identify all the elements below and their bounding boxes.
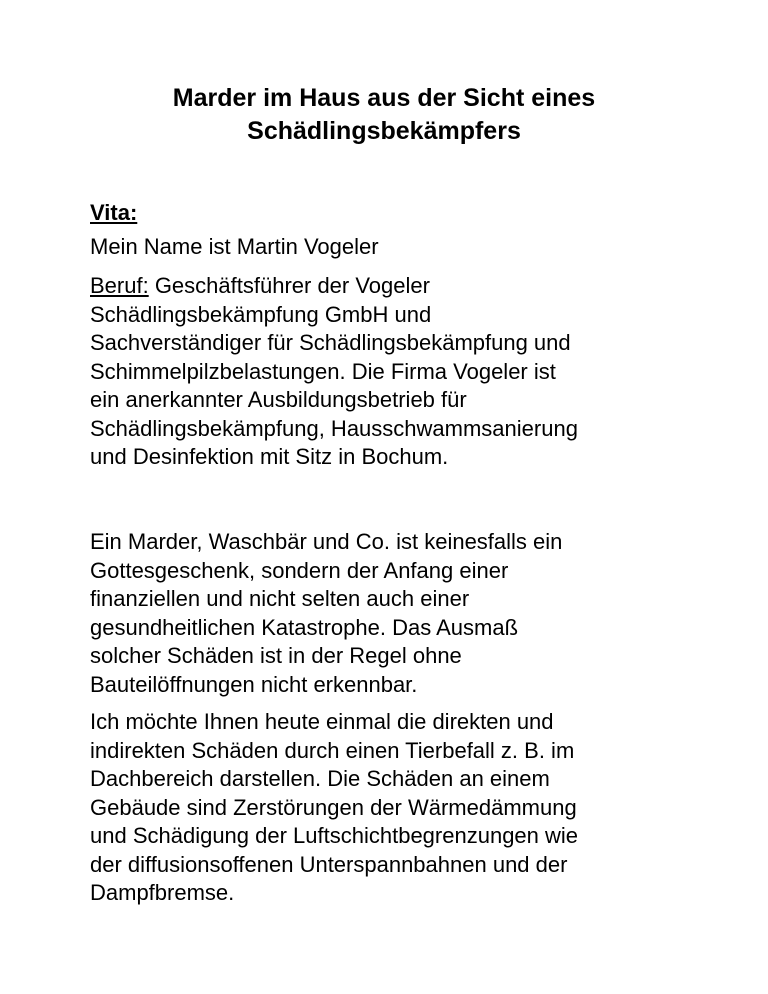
title-line: Schädlingsbekämpfers (247, 117, 521, 145)
paragraph-line: Gottesgeschenk, sondern der Anfang einer (90, 557, 509, 583)
beruf-line: und Desinfektion mit Sitz in Bochum. (90, 444, 449, 469)
paragraph-line: Ich möchte Ihnen heute einmal die direkten und (90, 709, 554, 734)
paragraph-line: Gebäude sind Zerstörungen der Wärmedämmung (90, 794, 577, 820)
paragraph-line: indirekten Schäden durch einen Tierbefall z. B. im (90, 737, 575, 763)
paragraph-line: solcher Schäden ist in der Regel ohne (90, 643, 462, 668)
paragraph-line: finanziellen und nicht selten auch einer (90, 586, 470, 611)
paragraph-line: und Schädigung der Luftschichtbegrenzungen wie (90, 823, 579, 848)
paragraph-line: Ein Marder, Waschbär und Co. ist keinesfalls ein (90, 529, 563, 554)
name-paragraph (90, 233, 690, 262)
paragraph-line: der diffusionsoffenen Unterspannbahnen und der (90, 851, 568, 877)
beruf-label: Beruf: (90, 273, 149, 298)
beruf-line: Sachverständiger für Schädlingsbekämpfung und (90, 330, 571, 355)
beruf-line: Schädlingsbekämpfung GmbH und (90, 301, 432, 327)
name-line: Mein Name ist Martin Vogeler (90, 234, 379, 259)
title-line: Marder im Haus aus der Sicht eines (172, 84, 596, 112)
beruf-line-text: Geschäftsführer der Vogeler (148, 273, 430, 298)
beruf-line: Schädlingsbekämpfung, Hausschwammsanierung (90, 415, 578, 441)
marder-paragraph (90, 528, 690, 699)
paragraph-line: Bauteilöffnungen nicht erkennbar. (90, 671, 418, 697)
beruf-line: Schimmelpilzbelastungen. Die Firma Vogeler ist (90, 358, 556, 384)
beruf-first-line (90, 272, 690, 301)
paragraph-line: gesundheitlichen Katastrophe. Das Ausmaß (90, 614, 519, 640)
beruf-line: ein anerkannter Ausbildungsbetrieb für (90, 387, 467, 412)
document-title (90, 82, 678, 148)
paragraph-line: Dachbereich darstellen. Die Schäden an einem (90, 766, 550, 791)
vita-heading: Vita: (90, 200, 138, 225)
schaeden-paragraph (90, 708, 690, 908)
paragraph-line: Dampfbremse. (90, 880, 235, 905)
beruf-paragraph (90, 272, 690, 472)
